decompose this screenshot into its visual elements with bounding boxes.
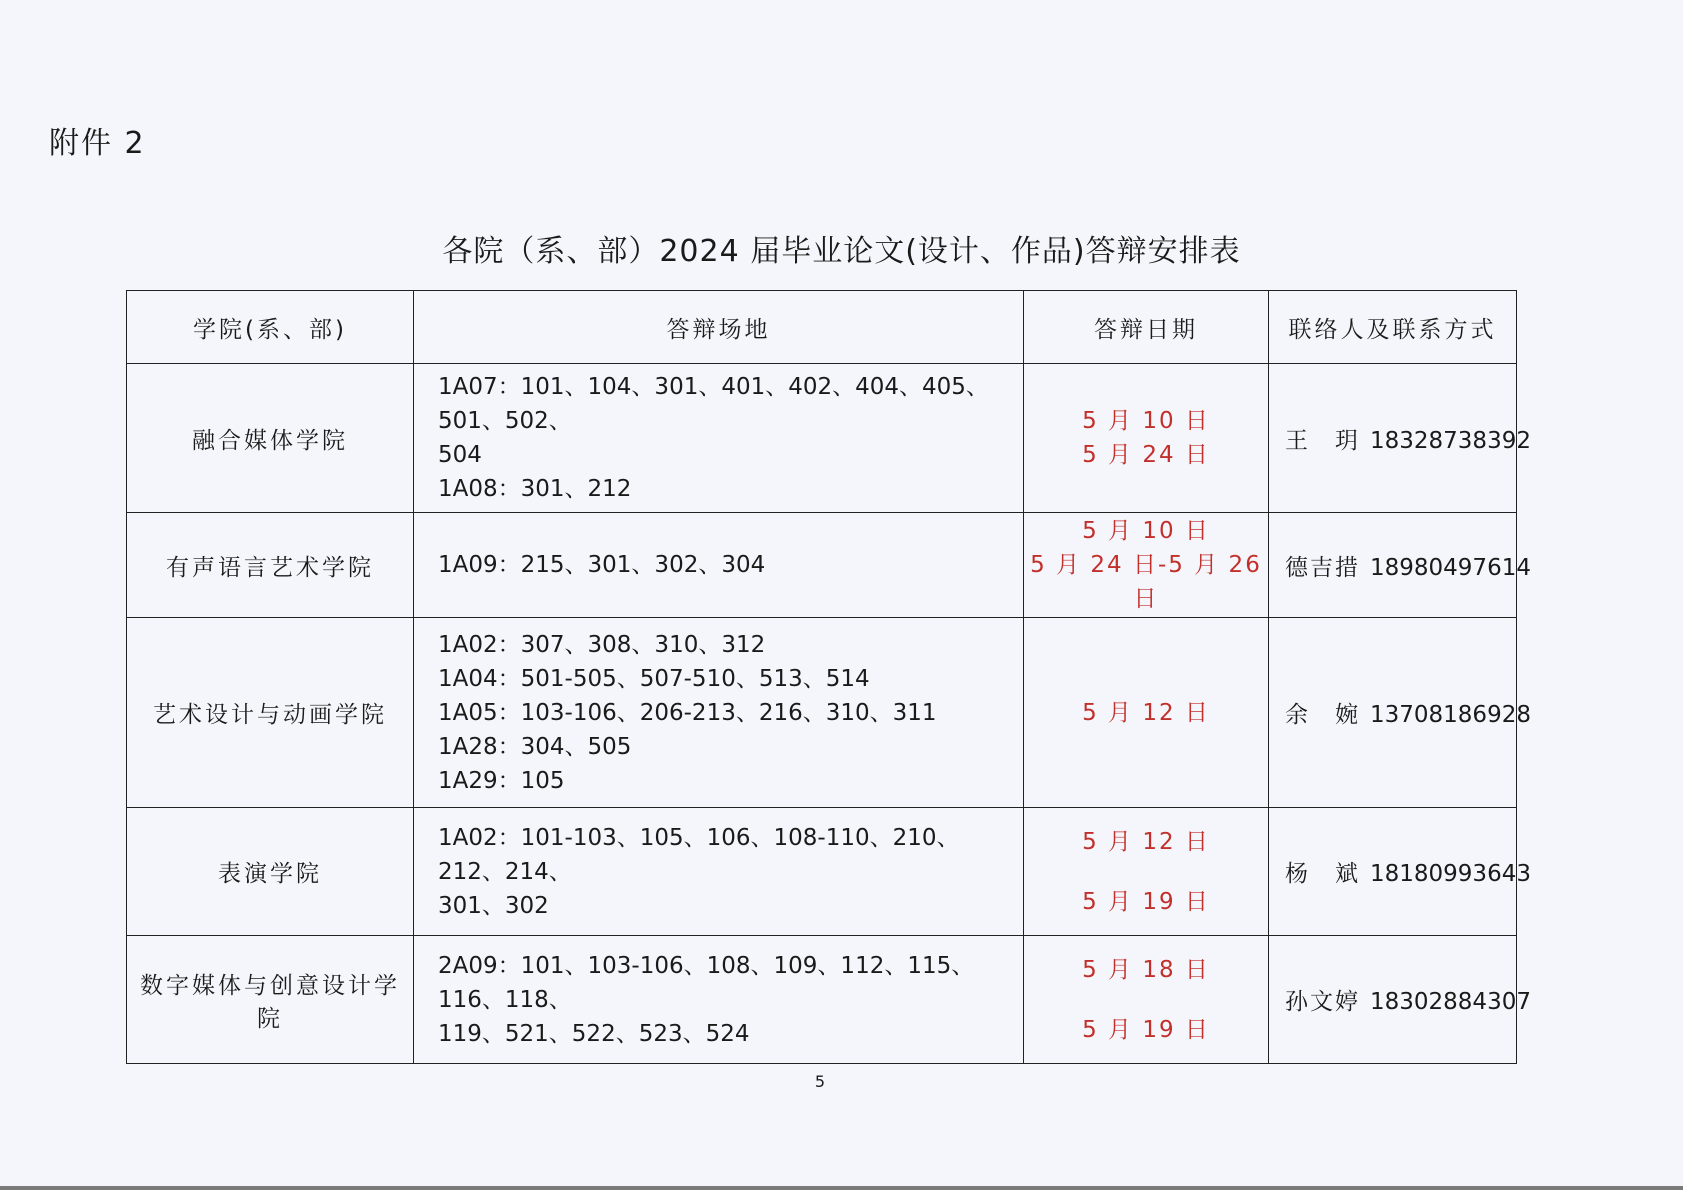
header-date: 答辩日期 [1024,291,1269,364]
header-contact: 联络人及联系方式 [1269,291,1517,364]
date-line: 5 月 24 日 [1082,442,1210,468]
table-row [127,936,1517,1064]
table-header-row [127,291,1517,364]
date-cell [1024,513,1269,618]
date-cell [1024,618,1269,808]
venue-line: 1A05：103-106、206-213、216、310、311 [438,699,937,726]
document-title: 各院（系、部）2024 届毕业论文(设计、作品)答辩安排表 [442,234,1241,269]
contact-name: 王 玥 [1285,427,1360,454]
venue-line: 2A09：101、103-106、108、109、112、115、116、118、 [438,952,975,1013]
contact-name: 杨 斌 [1285,861,1360,887]
venue-line: 1A08：301、212 [438,476,632,502]
contact-phone: 18980497614 [1370,554,1531,581]
contact-phone: 18180993643 [1370,861,1531,887]
date-line: 5 月 12 日 [1082,828,1210,855]
page-number: 5 [814,1072,826,1091]
venue-cell [414,618,1024,808]
table-row [127,364,1517,513]
table-row [127,513,1517,618]
college-cell: 融合媒体学院 [127,364,414,513]
venue-cell [414,936,1024,1064]
contact-cell [1269,618,1531,808]
contact-cell [1269,808,1531,936]
date-line: 5 月 10 日 [1082,518,1210,544]
date-cell [1024,364,1269,513]
contact-cell [1269,513,1531,618]
college-cell: 表演学院 [127,808,414,936]
contact-name: 德吉措 [1285,554,1360,581]
table-row [127,808,1517,936]
venue-cell [414,364,1024,513]
date-line: 5 月 19 日 [1082,1016,1210,1043]
date-line: 5 月 10 日 [1082,408,1210,434]
date-line: 5 月 18 日 [1082,956,1210,983]
venue-line: 1A09：215、301、302、304 [438,552,766,578]
date-cell [1024,936,1269,1064]
table-row [127,618,1517,808]
venue-line: 1A28：304、505 [438,733,632,760]
contact-name: 余 婉 [1285,702,1360,728]
venue-line: 1A04：501-505、507-510、513、514 [438,665,870,692]
date-line: 5 月 24 日-5 月 26 日 [1030,552,1262,612]
date-cell [1024,808,1269,936]
contact-phone: 18302884307 [1370,989,1531,1015]
date-line: 5 月 12 日 [1082,699,1210,726]
venue-line: 1A02：307、308、310、312 [438,631,766,658]
contact-cell [1269,936,1531,1064]
contact-phone: 18328738392 [1370,427,1531,454]
venue-line: 119、521、522、523、524 [438,1020,750,1047]
venue-line: 504 [438,442,482,468]
date-spacer [1025,859,1267,885]
college-cell: 有声语言艺术学院 [127,513,414,618]
venue-line: 1A29：105 [438,767,565,794]
defense-schedule-table [126,290,1531,1064]
contact-cell [1269,364,1531,513]
college-cell: 艺术设计与动画学院 [127,618,414,808]
attachment-label: 附件 2 [49,126,146,161]
scan-bottom-edge [0,1186,1683,1190]
date-spacer [1025,987,1267,1013]
venue-cell [414,808,1024,936]
date-line: 5 月 19 日 [1082,888,1210,915]
venue-line: 301、302 [438,892,549,919]
college-cell: 数字媒体与创意设计学院 [127,936,414,1064]
venue-line: 1A07：101、104、301、401、402、404、405、501、502、 [438,374,989,434]
contact-name: 孙文婷 [1285,989,1360,1015]
header-college: 学院(系、部) [127,291,414,364]
venue-line: 1A02：101-103、105、106、108-110、210、212、214、 [438,824,960,885]
header-venue: 答辩场地 [414,291,1024,364]
contact-phone: 13708186928 [1370,702,1531,728]
venue-cell [414,513,1024,618]
